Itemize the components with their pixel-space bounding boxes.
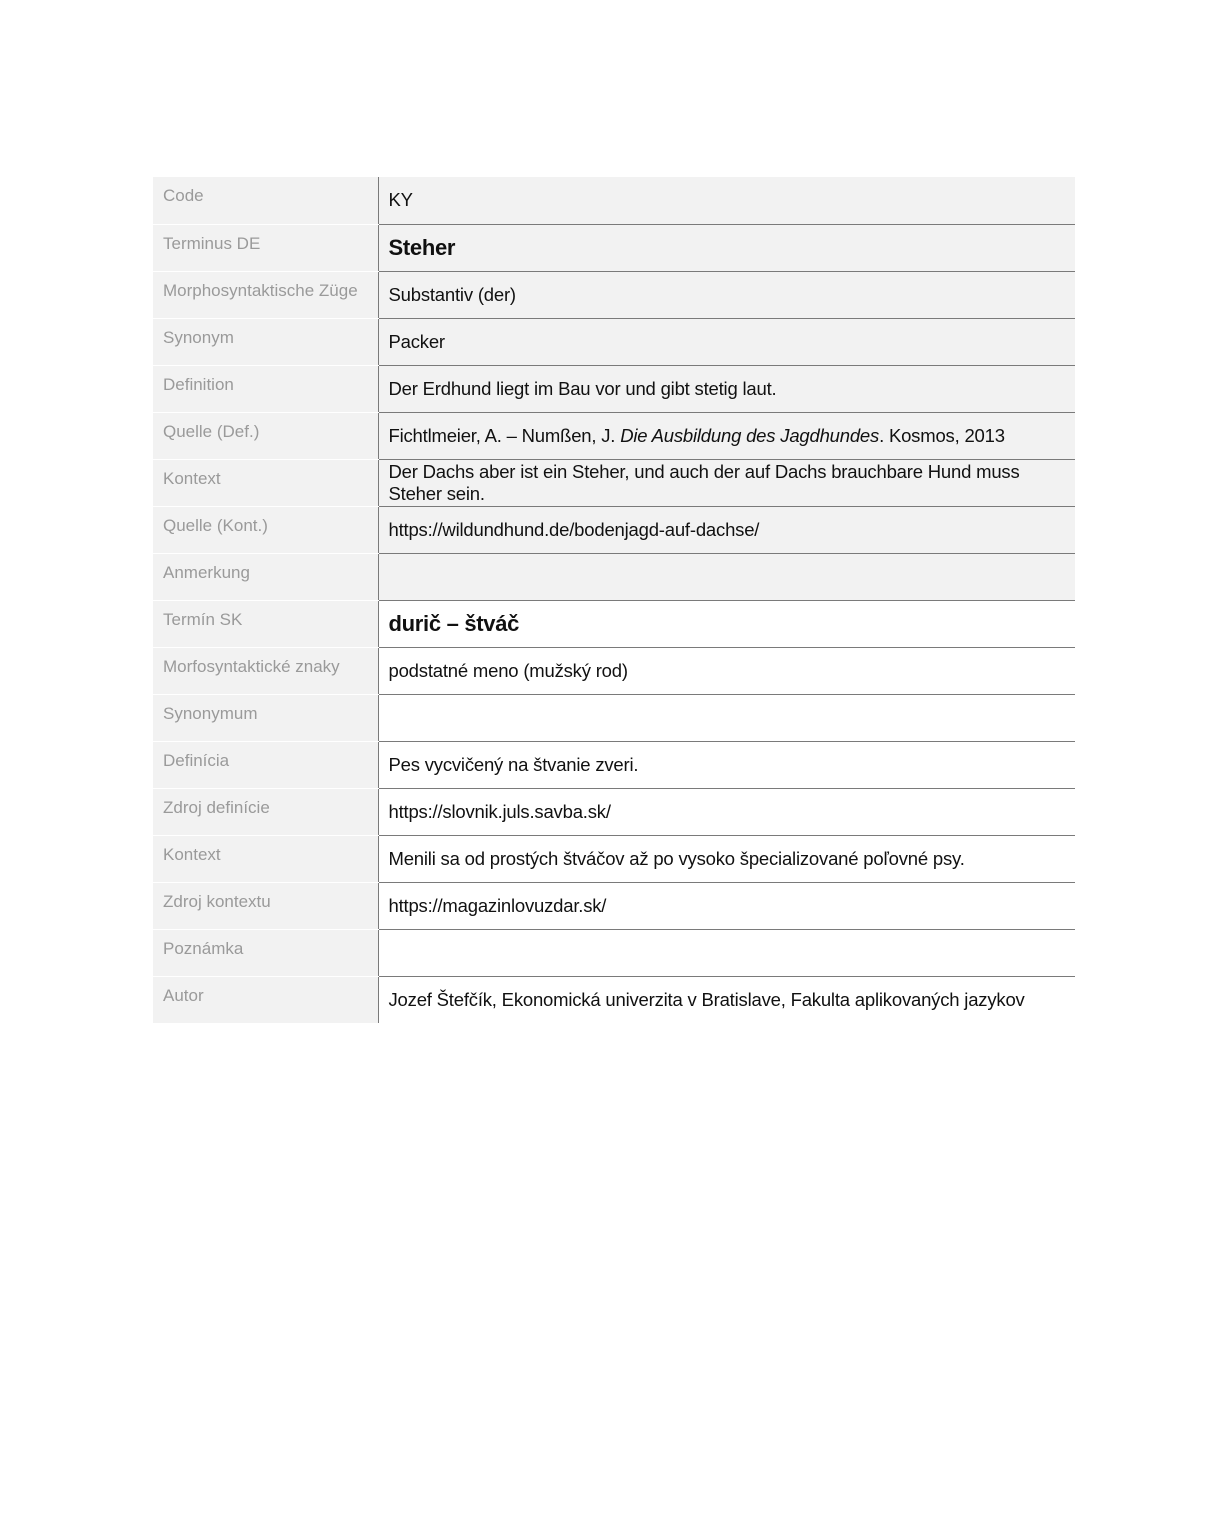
row-terminus-de	[153, 224, 1075, 271]
value-morphosyntax-sk: podstatné meno (mužský rod)	[378, 647, 1075, 694]
row-note-sk	[153, 929, 1075, 976]
value-code: KY	[378, 177, 1075, 224]
label-definition-sk: Definícia	[153, 741, 378, 788]
value-note-sk	[378, 929, 1075, 976]
label-note-de: Anmerkung	[153, 553, 378, 600]
value-note-de	[378, 553, 1075, 600]
row-definition-sk	[153, 741, 1075, 788]
terminology-sheet	[153, 177, 1075, 1023]
label-code: Code	[153, 177, 378, 224]
label-morphosyntax-de: Morphosyntaktische Züge	[153, 271, 378, 318]
value-synonym-de: Packer	[378, 318, 1075, 365]
row-source-def-de	[153, 412, 1075, 459]
row-synonym-de	[153, 318, 1075, 365]
label-source-def-de: Quelle (Def.)	[153, 412, 378, 459]
value-terminus-de: Steher	[388, 234, 456, 260]
label-context-de: Kontext	[153, 459, 378, 506]
source-def-authors: Fichtlmeier, A. – Numßen, J.	[388, 424, 621, 446]
value-context-de: Der Dachs aber ist ein Steher, und auch der auf Dachs brauchbare Hund muss Steher sein.	[378, 459, 1075, 506]
source-def-book-title: Die Ausbildung des Jagdhundes	[620, 424, 880, 446]
value-morphosyntax-de: Substantiv (der)	[378, 271, 1075, 318]
label-source-def-sk: Zdroj definície	[153, 788, 378, 835]
row-context-de	[153, 459, 1075, 506]
label-termin-sk: Termín SK	[153, 600, 378, 647]
row-source-context-de	[153, 506, 1075, 553]
label-author: Autor	[153, 976, 378, 1023]
label-morphosyntax-sk: Morfosyntaktické znaky	[153, 647, 378, 694]
value-source-context-de: https://wildundhund.de/bodenjagd-auf-dachse/	[378, 506, 1075, 553]
label-definition-de: Definition	[153, 365, 378, 412]
source-def-publisher: . Kosmos, 2013	[879, 424, 1005, 446]
label-note-sk: Poznámka	[153, 929, 378, 976]
value-termin-sk-cell	[378, 600, 1075, 647]
value-definition-sk: Pes vycvičený na štvanie zveri.	[378, 741, 1075, 788]
label-synonym-sk: Synonymum	[153, 694, 378, 741]
label-context-sk: Kontext	[153, 835, 378, 882]
value-definition-de: Der Erdhund liegt im Bau vor und gibt stetig laut.	[378, 365, 1075, 412]
row-synonym-sk	[153, 694, 1075, 741]
label-source-context-de: Quelle (Kont.)	[153, 506, 378, 553]
terminology-table	[153, 177, 1075, 1023]
value-terminus-de-cell	[378, 224, 1075, 271]
row-morphosyntax-de	[153, 271, 1075, 318]
value-source-def-de	[378, 412, 1075, 459]
row-note-de	[153, 553, 1075, 600]
row-source-context-sk	[153, 882, 1075, 929]
value-termin-sk: durič – štváč	[388, 610, 520, 636]
label-terminus-de: Terminus DE	[153, 224, 378, 271]
row-code	[153, 177, 1075, 224]
row-source-def-sk	[153, 788, 1075, 835]
row-definition-de	[153, 365, 1075, 412]
value-source-context-sk: https://magazinlovuzdar.sk/	[378, 882, 1075, 929]
label-source-context-sk: Zdroj kontextu	[153, 882, 378, 929]
value-context-sk: Menili sa od prostých štváčov až po vysoko špecializované poľovné psy.	[378, 835, 1075, 882]
value-source-def-sk: https://slovnik.juls.savba.sk/	[378, 788, 1075, 835]
row-context-sk	[153, 835, 1075, 882]
row-morphosyntax-sk	[153, 647, 1075, 694]
label-synonym-de: Synonym	[153, 318, 378, 365]
row-author	[153, 976, 1075, 1023]
row-termin-sk	[153, 600, 1075, 647]
value-synonym-sk	[378, 694, 1075, 741]
value-author: Jozef Štefčík, Ekonomická univerzita v Bratislave, Fakulta aplikovaných jazykov	[378, 976, 1075, 1023]
